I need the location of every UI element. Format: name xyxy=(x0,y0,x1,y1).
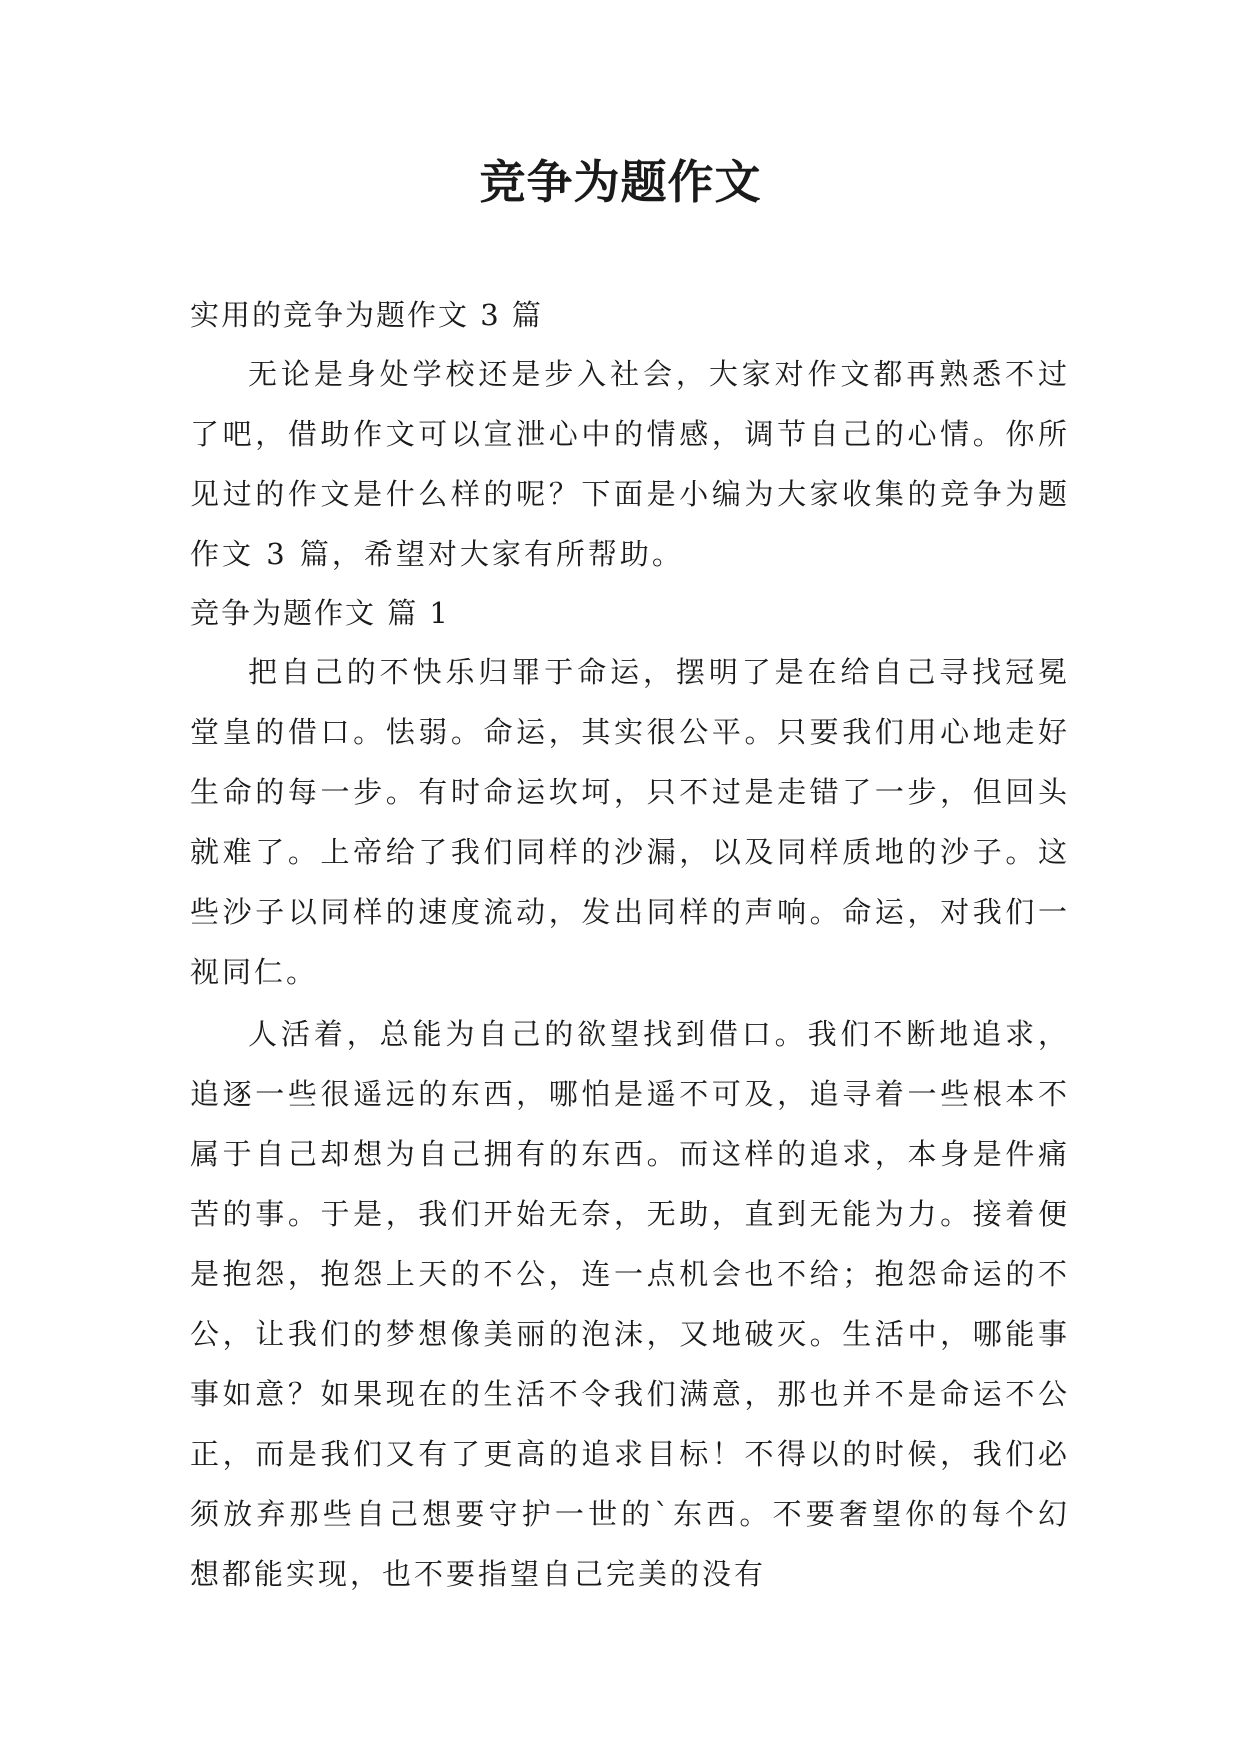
body-paragraph: 把自己的不快乐归罪于命运，摆明了是在给自己寻找冠冕堂皇的借口。怯弱。命运，其实很公平。只要我们用心地走好生命的每一步。有时命运坎坷，只不过是走错了一步，但回头就难了。上帝给了我们同样的沙漏，以及同样质地的沙子。这些沙子以同样的速度流动，发出同样的声响。命运，对我们一视同仁。 xyxy=(190,655,1070,989)
document-title: 竞争为题作文 xyxy=(479,155,762,209)
document-subtitle: 实用的竞争为题作文 3 篇 xyxy=(190,298,543,332)
body-paragraph: 人活着，总能为自己的欲望找到借口。我们不断地追求，追逐一些很遥远的东西，哪怕是遥不可及，追寻着一些根本不属于自己却想为自己拥有的东西。而这样的追求，本身是件痛苦的事。于是，我们开始无奈，无助，直到无能为力。接着便是抱怨，抱怨上天的不公，连一点机会也不给；抱怨命运的不公，让我们的梦想像美丽的泡沫，又地破灭。生活中，哪能事事如意？如果现在的生活不令我们满意，那也并不是命运不公正，而是我们又有了更高的追求目标！不得以的时候，我们必须放弃那些自己想要守护一世的`东西。不要奢望你的每个幻想都能实现，也不要指望自己完美的没有 xyxy=(190,1017,1070,1591)
document-body xyxy=(190,286,1070,1604)
section-heading: 竞争为题作文 篇 1 xyxy=(190,596,450,630)
intro-paragraph: 无论是身处学校还是步入社会，大家对作文都再熟悉不过了吧，借助作文可以宣泄心中的情感，调节自己的心情。你所见过的作文是什么样的呢？下面是小编为大家收集的竞争为题作文 3 篇，希望对大家有所帮助。 xyxy=(190,357,1070,571)
